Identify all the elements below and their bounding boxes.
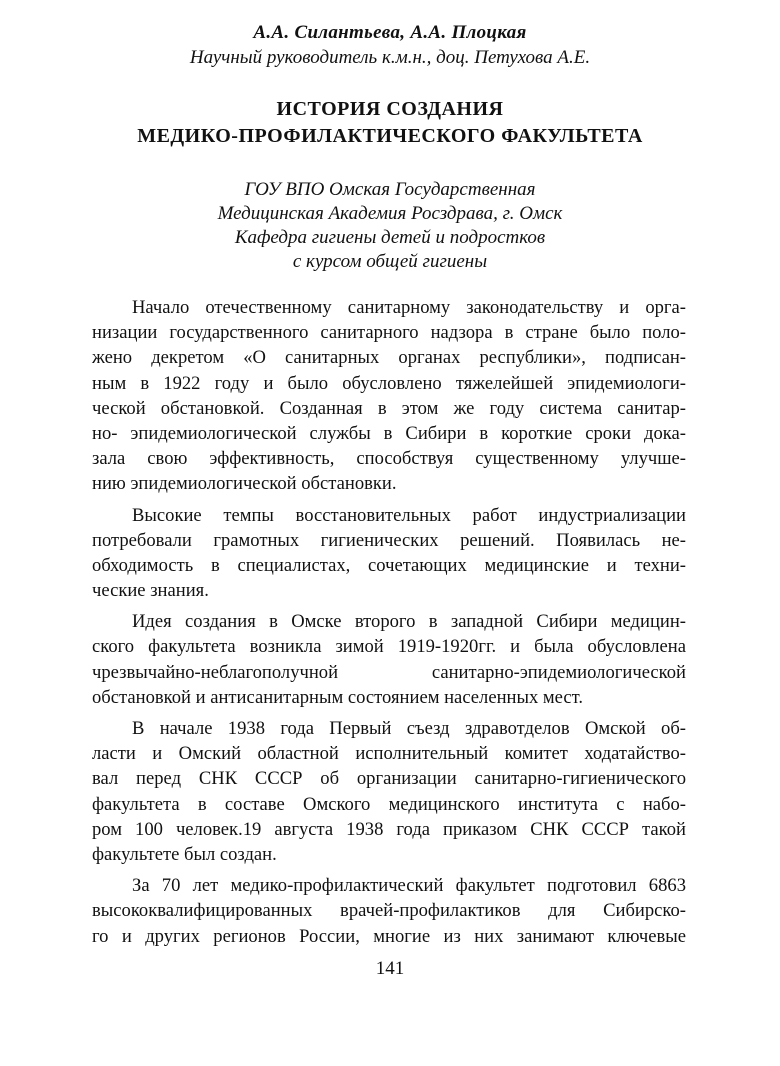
affiliation-line: ГОУ ВПО Омская Государственная [244,179,536,200]
text-line: го и других регионов России, многие из них занимают ключевые [92,925,686,947]
affiliation-line: с курсом общей гигиены [292,251,488,272]
paragraph [92,716,686,867]
paragraph [92,609,686,710]
text-line: но- эпидемиологической службы в Сибири в короткие сроки дока- [92,422,686,444]
affiliation-line: Кафедра гигиены детей и подростков [234,227,546,248]
body-text [92,295,686,949]
paragraph [92,295,686,497]
authors: А.А. Силантьева, А.А. Плоцкая [253,22,527,43]
text-line: обстановкой и антисанитарным состоянием населенных мест. [92,686,584,708]
supervisor: Научный руководитель к.м.н., доц. Петухова А.Е. [189,47,591,68]
text-line: Идея создания в Омске второго в западной Сибири медицин- [132,611,686,633]
page-number: 141 [375,958,405,979]
text-line: факультете был создан. [92,843,277,865]
text-line: вал перед СНК СССР об организации санитарно-гигиенического [92,768,686,790]
text-line: За 70 лет медико-профилактический факультет подготовил 6863 [132,875,686,897]
text-line: ласти и Омский областной исполнительный комитет ходатайство- [92,743,686,765]
text-line: Начало отечественному санитарному законодательству и орга- [132,297,686,318]
text-line: низации государственного санитарного надзора в стране было поло- [92,322,686,344]
text-line: ческой обстановкой. Созданная в этом же году система санитар- [92,397,686,419]
text-line: нию эпидемиологической обстановки. [92,473,397,495]
affiliation [0,178,780,274]
text-line: обходимость в специалистах, сочетающих медицинские и техни- [92,554,686,576]
text-line: жено декретом «О санитарных органах республики», подписан- [92,347,686,369]
article-title [0,96,780,150]
title-line: МЕДИКО-ПРОФИЛАКТИЧЕСКОГО ФАКУЛЬТЕТА [137,125,643,147]
text-line: зала свою эффективность, способствуя существенному улучше- [92,448,686,470]
text-line: факультета в составе Омского медицинского института с набо- [92,793,686,815]
text-line: высококвалифицированных врачей-профилактиков для Сибирско- [92,900,686,922]
affiliation-line: Медицинская Академия Росздрава, г. Омск [217,203,563,224]
title-line: ИСТОРИЯ СОЗДАНИЯ [276,98,504,120]
text-line: ческие знания. [92,580,209,602]
text-line: ром 100 человек.19 августа 1938 года приказом СНК СССР такой [92,818,686,840]
text-line: ского факультета возникла зимой 1919-1920гг. и была обусловлена [92,636,686,658]
paragraph [92,503,686,604]
text-line: чрезвычайно-неблагополучной санитарно-эпидемиологической [92,661,686,683]
text-line: ным в 1922 году и было обусловлено тяжелейшей эпидемиологи- [92,372,686,394]
text-line: Высокие темпы восстановительных работ индустриализации [132,504,686,526]
text-line: потребовали грамотных гигиенических решений. Появилась не- [92,529,686,551]
paragraph [92,873,686,949]
text-line: В начале 1938 года Первый съезд здравотделов Омской об- [132,718,686,739]
